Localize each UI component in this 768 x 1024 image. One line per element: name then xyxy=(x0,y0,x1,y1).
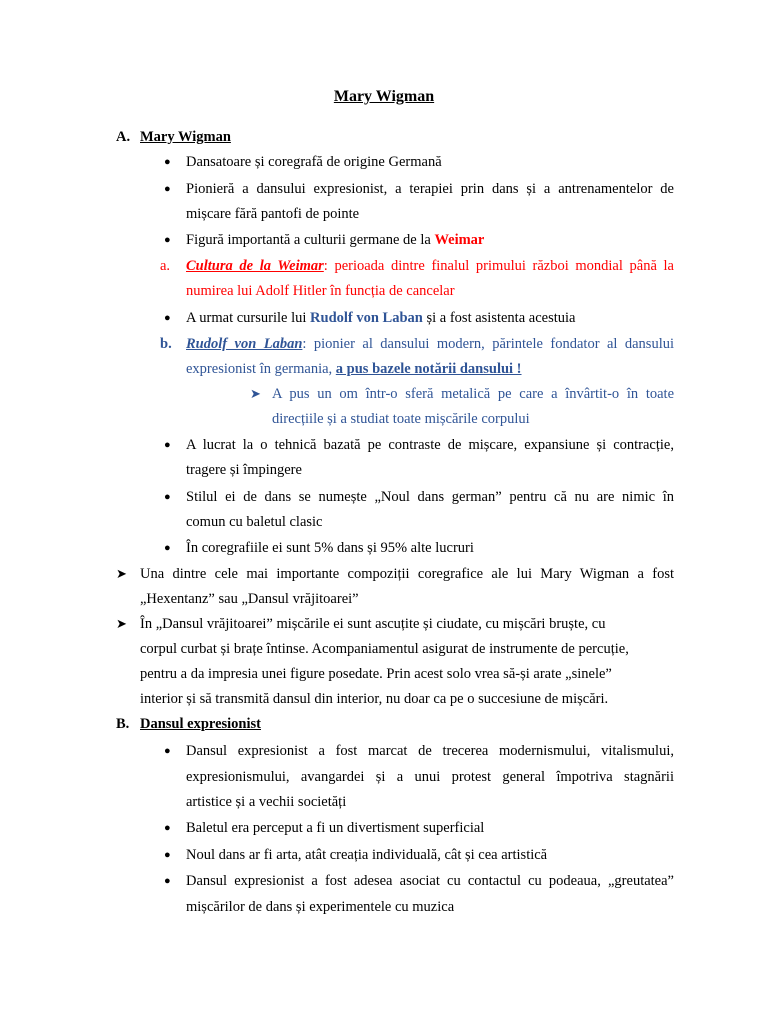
bullet-icon: ● xyxy=(164,875,171,887)
a-bullet-3-text: Figură importantă a culturii germane de la xyxy=(186,232,435,248)
b-bullet-1-line-1: Dansul expresionist a fost marcat de trecerea modernismului, vitalismului, xyxy=(186,743,674,759)
section-a-heading: Mary Wigman xyxy=(140,129,231,145)
bullet-icon: ● xyxy=(164,745,171,757)
b-bullet-4-line-1: Dansul expresionist a fost adesea asociat cu contactul cu podeaua, „greutatea” xyxy=(186,873,674,889)
b-bullet-2: Baletul era perceput a fi un divertisment superficial xyxy=(186,820,485,836)
bullet-icon: ● xyxy=(164,156,171,168)
bullet-icon: ● xyxy=(164,849,171,861)
arrow-bullet-icon: ➤ xyxy=(116,566,127,581)
bullet-icon: ● xyxy=(164,491,171,503)
a-bullet-2-line-2: mișcare fără pantofi de pointe xyxy=(186,206,360,222)
a-bullet-1: Dansatoare și coregrafă de origine Germană xyxy=(186,154,442,170)
item-a-line-1: : perioada dintre finalul primului război mondial până la xyxy=(323,258,674,274)
arrow-2-line-2: corpul curbat și brațe întinse. Acompaniamentul asigurat de instrumente de percuție, xyxy=(140,641,629,657)
item-b-marker: b. xyxy=(160,336,172,352)
sub-arrow-line-2: direcțiile și a studiat toate mișcările corpului xyxy=(272,411,530,427)
a-bullet-4-highlight: Rudolf von Laban xyxy=(310,310,423,326)
arrow-bullet-icon: ➤ xyxy=(116,616,127,631)
arrow-bullet-icon: ➤ xyxy=(250,386,261,401)
section-b-heading: Dansul expresionist xyxy=(140,716,261,732)
bullet-icon: ● xyxy=(164,234,171,246)
arrow-2-line-4: interior și să transmită dansul din interior, nu doar ca pe o succesiune de mișcări. xyxy=(140,691,609,707)
sub-arrow-line-1: A pus un om într-o sferă metalică pe care a învârtit-o în toate xyxy=(272,386,674,402)
bullet-icon: ● xyxy=(164,183,171,195)
item-a-highlight: Cultura de la Weimar xyxy=(186,258,324,274)
arrow-2-line-1: În „Dansul vrăjitoarei” mișcările ei sunt ascuțite și ciudate, cu mișcări bruște, cu xyxy=(140,616,606,632)
arrow-1-line-1: Una dintre cele mai importante compoziții coregrafice ale lui Mary Wigman a fost xyxy=(140,566,674,582)
item-b-highlight: Rudolf von Laban xyxy=(186,336,303,352)
bullet-icon: ● xyxy=(164,439,171,451)
a-bullet-6-line-2: comun cu baletul clasic xyxy=(186,514,323,530)
a-bullet-7: În coregrafiile ei sunt 5% dans și 95% alte lucruri xyxy=(186,540,474,556)
a-bullet-2-line-1: Pionieră a dansului expresionist, a terapiei prin dans și a antrenamentelor de xyxy=(186,181,674,197)
arrow-1-line-2: „Hexentanz” sau „Dansul vrăjitoarei” xyxy=(140,591,359,607)
a-bullet-4-post: și a fost asistenta acestuia xyxy=(422,310,576,326)
item-b-line-2: expresionist în germania, xyxy=(186,361,336,377)
section-a-marker: A. xyxy=(116,129,131,145)
b-bullet-3: Noul dans ar fi arta, atât creația individuală, cât și cea artistică xyxy=(186,847,548,863)
item-b-line-2-highlight: a pus bazele notării dansului ! xyxy=(335,361,522,377)
item-a-line-2: numirea lui Adolf Hitler în funcția de cancelar xyxy=(186,283,455,299)
bullet-icon: ● xyxy=(164,822,171,834)
bullet-icon: ● xyxy=(164,312,171,324)
a-bullet-6-line-1: Stilul ei de dans se numește „Noul dans german” pentru că nu are nimic în xyxy=(186,489,674,505)
b-bullet-1-line-3: artistice și a vechii societăți xyxy=(186,794,347,810)
arrow-2-line-3: pentru a da impresia unei figure posedate. Prin acest solo vrea să-și arate „sinele” xyxy=(140,666,612,682)
a-bullet-3-highlight: Weimar xyxy=(434,232,485,248)
b-bullet-4-line-2: mișcărilor de dans și experimentele cu muzica xyxy=(186,899,455,915)
b-bullet-1-line-2: expresionismului, avangardei și a unui protest general împotriva stagnării xyxy=(186,769,674,785)
item-b-line-1: : pionier al dansului modern, părintele fondator al dansului xyxy=(302,336,675,352)
a-bullet-4-pre: A urmat cursurile lui xyxy=(186,310,311,326)
section-b-marker: B. xyxy=(116,716,130,732)
item-a-marker: a. xyxy=(160,258,171,274)
page-title: Mary Wigman xyxy=(333,88,435,105)
a-bullet-5-line-1: A lucrat la o tehnică bazată pe contraste de mișcare, expansiune și contracție, xyxy=(186,437,674,453)
bullet-icon: ● xyxy=(164,542,171,554)
a-bullet-5-line-2: tragere și împingere xyxy=(186,462,302,478)
